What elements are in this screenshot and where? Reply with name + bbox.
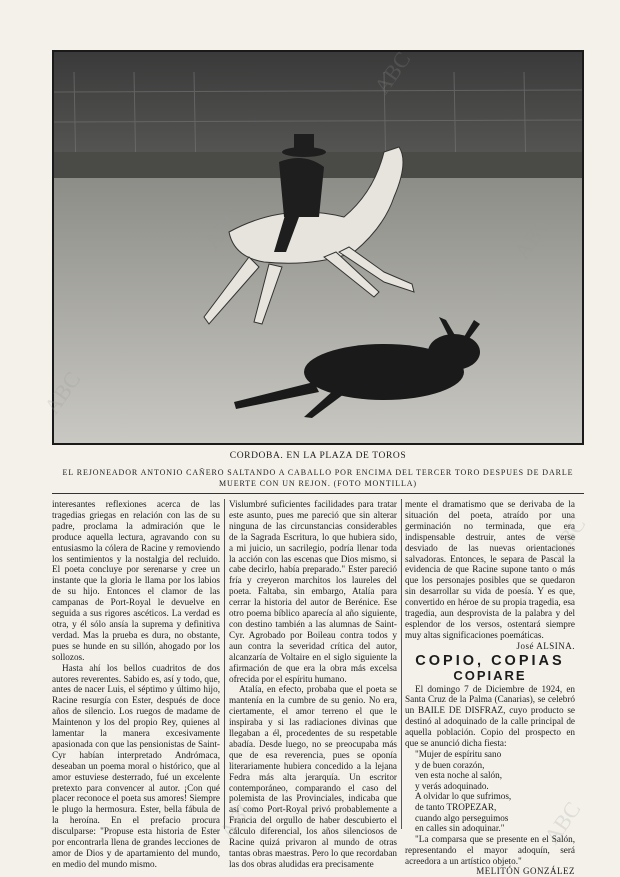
photo-title: CORDOBA. EN LA PLAZA DE TOROS [229, 451, 407, 461]
poem-line: y de buen corazón, [415, 759, 485, 770]
separator-rule [52, 493, 584, 494]
paragraph: Atalía, en efecto, probaba que el poeta se mantenía en la cumbre de su genio. No era, ciertamente, el amor terreno el que le inspiraba y si las radiaciones divinas que llegaban a él, procedentes de su respetable abadía. Desde luego, no se preocupaba más que de esa reverencia, pues se oponía literariamente hubiera concedido a la lejana Fedra más alta jerarquía. Un escritor contemporáneo, comparando el caso del polemista de las Provinciales, indicaba que así como Port-Royal privó probablemente a Francia del orgullo de haber descubierto el cálculo diferencial, los años silenciosos de Racine quizá privaron al mundo de otras tantas obras maestras. Pero lo que recordaban las dos obras aludidas era precisamente [229, 684, 397, 869]
author-signature: MELITÓN GONZÁLEZ [476, 866, 575, 877]
article-column-3 [405, 499, 575, 877]
paragraph: El domingo 7 de Diciembre de 1924, en Santa Cruz de la Palma (Canarias), se celebró un BAILE DE DISFRAZ, cuyo producto se destinó al adoquinado de la calle principal de aquella población. Copio del prospecto en que se anunció dicha fiesta: [405, 683, 575, 749]
headline: COPIO, COPIAS [415, 652, 565, 669]
article-column-2 [229, 499, 397, 870]
paragraph: "La comparsa que se presente en el Salón, representando el mayor adoquín, será acreedora a un artístico objeto." [405, 833, 575, 866]
bullring-photo [52, 50, 584, 445]
poem-line: de tanto TROPEZAR, [415, 801, 497, 812]
poem-line: y verás adoquinado. [415, 780, 489, 791]
article-column-1 [52, 499, 220, 870]
paragraph: Hasta ahí los bellos cuadritos de dos autores reverentes. Sabido es, así y todo, que, antes de nacer Luis, el séptimo y último hijo, Racine resurgía con Ester, después de doce años de silencio. Los ruegos de madame de Maintenon y los del propio Rey, quienes al lamentar la manera excesivamente apasionada con que las pensionistas de Saint-Cyr habían interpretado Andrómaca, deseaban un poema moral o histórico, que al amor estuviese desterrado, fué un excelente pretexto para convencer al autor. ¡Con qué placer reconoce el poeta sus amores! Siempre le plugo la hermosura. Ester, bella fábula de la heroína. En el prefacio procura disculparse: "Propuse esta historia de Ester por encontrarla llena de grandes lecciones de amor de Dios y de apartamiento del mundo, en medio del mundo mismo. [52, 662, 220, 869]
poem-line: "Mujer de espíritu sano [415, 748, 502, 759]
poem [415, 749, 575, 834]
abc-watermark: ABC [543, 512, 591, 564]
author-signature: José ALSINA. [516, 640, 575, 651]
poem-line: A olvidar lo que sufrimos, [415, 791, 512, 802]
photo-caption: EL REJONEADOR ANTONIO CAÑERO SALTANDO A CABALLO POR ENCIMA DEL TERCER TORO DESPUES DE DARLE MUERTE CON UN REJON. (FOTO MONTILLA) [62, 468, 574, 488]
column-divider [224, 499, 225, 829]
poem-line: en calles sin adoquinar." [415, 823, 505, 834]
poem-line: cuando algo perseguimos [415, 812, 509, 823]
paragraph: Vislumbré suficientes facilidades para tratar este asunto, pues me pareció que sin alterar ninguna de las circunstancias considerables de la Sagrada Escritura, lo que hubiera sido, a mi juicio, un sacrilegio, podría llenar toda la acción con las escenas que Dios mismo, si cabe decirlo, había preparado." Ester pareció fría y creyeron marchitos los laureles del poeta. Faltaba, sin embargo, Atalía para cerrar la historia del autor de Berénice. Ese otro poema bíblico aparecía al año siguiente, con destino también a las alumnas de Saint-Cyr. Agrobado por Boileau contra todos y aun contra la severidad crítica del autor, alcanzaría de Voltaire en el siglo siguiente la afirmación de que era la obra más excelsa ofrecida por el espíritu humano. [229, 499, 397, 684]
abc-watermark: ABC [213, 792, 261, 844]
column-divider [401, 499, 402, 829]
headline-subtitle: COPIARE [453, 667, 527, 683]
abc-watermark: ABC [508, 212, 556, 264]
abc-watermark: ABC [538, 797, 586, 849]
abc-watermark: ABC [38, 367, 86, 419]
abc-watermark: ABC [198, 202, 246, 254]
paragraph: interesantes reflexiones acerca de las tragedias griegas en relación con las de su padre, proclama la admiración que le produce aquella lectura, agravando con su entusiasmo la cólera de Racine y removiendo los sentimientos y la nostalgia del recluido. El poeta concluye por serenarse y cree un instante que la gloria le llama por los labios de su hijo. Entonces el clamor de las campanas de Port-Royal le devuelve en seguida a sus rigores ascéticos. La verdad es otra, y él sólo ansía la suprema y definitiva verdad. Mas la prueba es dura, no obstante, pues se hunde en su sillón, ahogado por los sollozos. [52, 499, 220, 662]
paragraph: mente el dramatismo que se derivaba de la situación del poeta, atraído por una germinación no terminada, que era indispensable destruir, antes de verse desviado de las nuevas orientaciones salvadoras. Entonces, le separa de Pascal la evidencia de que Racine supone tanto o más que los personajes posibles que se quedaron sin desarrollar su vida de poesía. Y es que, convertido en héroe de su propia tragedia, esa tragedia, aun desprovista de la palabra y del esplendor de los versos, ostentará siempre muy altas significaciones poemáticas. [405, 499, 575, 640]
poem-line: ven esta noche al salón, [415, 770, 502, 781]
abc-watermark: ABC [368, 47, 416, 99]
